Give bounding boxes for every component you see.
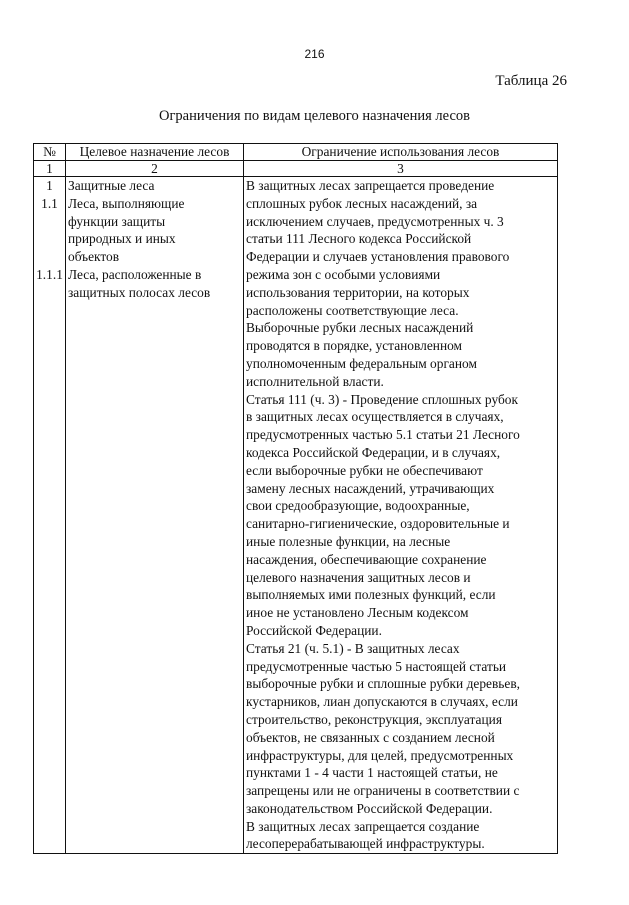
column-number-3: 3 [244, 161, 558, 177]
restriction-line: выполняемых ими полезных функций, если [246, 587, 496, 603]
restriction-line: сплошных рубок лесных насаждений, за [246, 195, 478, 211]
restriction-cell [244, 177, 558, 854]
restriction-line: Статья 21 (ч. 5.1) - В защитных лесах [246, 640, 460, 656]
restriction-line: инфраструктуры, для целей, предусмотренных [246, 747, 514, 763]
restriction-line: В защитных лесах запрещается создание [246, 818, 480, 834]
restriction-line: запрещены или не ограничены в соответствии с [246, 783, 520, 799]
restriction-line: кустарников, лиан допускаются в случаях, если [246, 694, 518, 710]
restrictions-table [33, 143, 558, 854]
restriction-line: иные полезные функции, на лесные [246, 533, 451, 549]
restriction-line: иное не установлено Лесным кодексом [246, 605, 469, 621]
page-number: 216 [304, 47, 325, 61]
restriction-line: если выборочные рубки не обеспечивают [246, 462, 483, 478]
designation-cell [66, 177, 244, 854]
restriction-line: Российской Федерации. [246, 622, 382, 638]
restriction-line: в защитных лесах осуществляется в случаях, [246, 409, 504, 425]
column-number-row [34, 161, 558, 177]
designation-line: Защитные леса [68, 178, 155, 193]
restriction-line: санитарно-гигиенические, оздоровительные и [246, 516, 510, 532]
designation-line: защитных полосах лесов [68, 284, 211, 300]
designation-line: функции защиты [68, 213, 166, 229]
row-number-cell [34, 177, 66, 854]
row-number: 1 [46, 178, 53, 193]
header-designation: Целевое назначение лесов [66, 144, 244, 161]
restriction-line: кодекса Российской Федерации, и в случаях, [246, 444, 501, 460]
table-label: Таблица 26 [495, 73, 567, 89]
row-number: 1.1.1 [36, 266, 63, 282]
restriction-line: исполнительной власти. [246, 373, 384, 389]
restriction-line: Выборочные рубки лесных насаждений [246, 320, 474, 336]
restriction-line: режима зон с особыми условиями [246, 266, 441, 282]
restriction-line: исключением случаев, предусмотренных ч. 3 [246, 213, 504, 229]
header-row [34, 144, 558, 161]
restriction-line: законодательством Российской Федерации. [246, 800, 493, 816]
restriction-line: предусмотренные частью 5 настоящей статьи [246, 658, 507, 674]
column-number-2: 2 [66, 161, 244, 177]
restriction-line: Федерации и случаев установления правового [246, 249, 510, 265]
restriction-line: свои средообразующие, водоохранные, [246, 498, 470, 514]
header-restriction: Ограничение использования лесов [244, 144, 558, 161]
restriction-line: насаждения, обеспечивающие сохранение [246, 551, 487, 567]
restriction-line: предусмотренных частью 5.1 статьи 21 Лесного [246, 427, 520, 443]
restriction-line: уполномоченным федеральным органом [246, 355, 477, 371]
table-row [34, 177, 558, 854]
restriction-line: строительство, реконструкция, эксплуатация [246, 711, 502, 727]
table-title: Ограничения по видам целевого назначения лесов [159, 108, 470, 124]
restriction-line: Статья 111 (ч. 3) - Проведение сплошных рубок [246, 391, 518, 407]
restriction-line: статьи 111 Лесного кодекса Российской [246, 231, 472, 247]
designation-line: Леса, выполняющие [68, 195, 185, 211]
designation-line: Леса, расположенные в [68, 266, 202, 282]
header-number: № [34, 144, 66, 161]
restriction-line: выборочные рубки и сплошные рубки деревьев, [246, 676, 521, 692]
restriction-line: целевого назначения защитных лесов и [246, 569, 471, 585]
restriction-line: использования территории, на которых [246, 284, 470, 300]
designation-line: объектов [68, 249, 120, 265]
restriction-line: проводятся в порядке, установленном [246, 338, 463, 354]
restriction-line: В защитных лесах запрещается проведение [246, 178, 495, 193]
restriction-line: пунктами 1 - 4 части 1 настоящей статьи, не [246, 765, 498, 781]
restriction-line: объектов, не связанных с созданием лесной [246, 729, 495, 745]
column-number-1: 1 [34, 161, 66, 177]
restriction-line: лесоперерабатывающей инфраструктуры. [246, 836, 485, 852]
row-number: 1.1 [41, 195, 58, 211]
restriction-line: расположены соответствующие леса. [246, 302, 459, 318]
restriction-line: замену лесных насаждений, утрачивающих [246, 480, 495, 496]
designation-line: природных и иных [68, 231, 176, 247]
